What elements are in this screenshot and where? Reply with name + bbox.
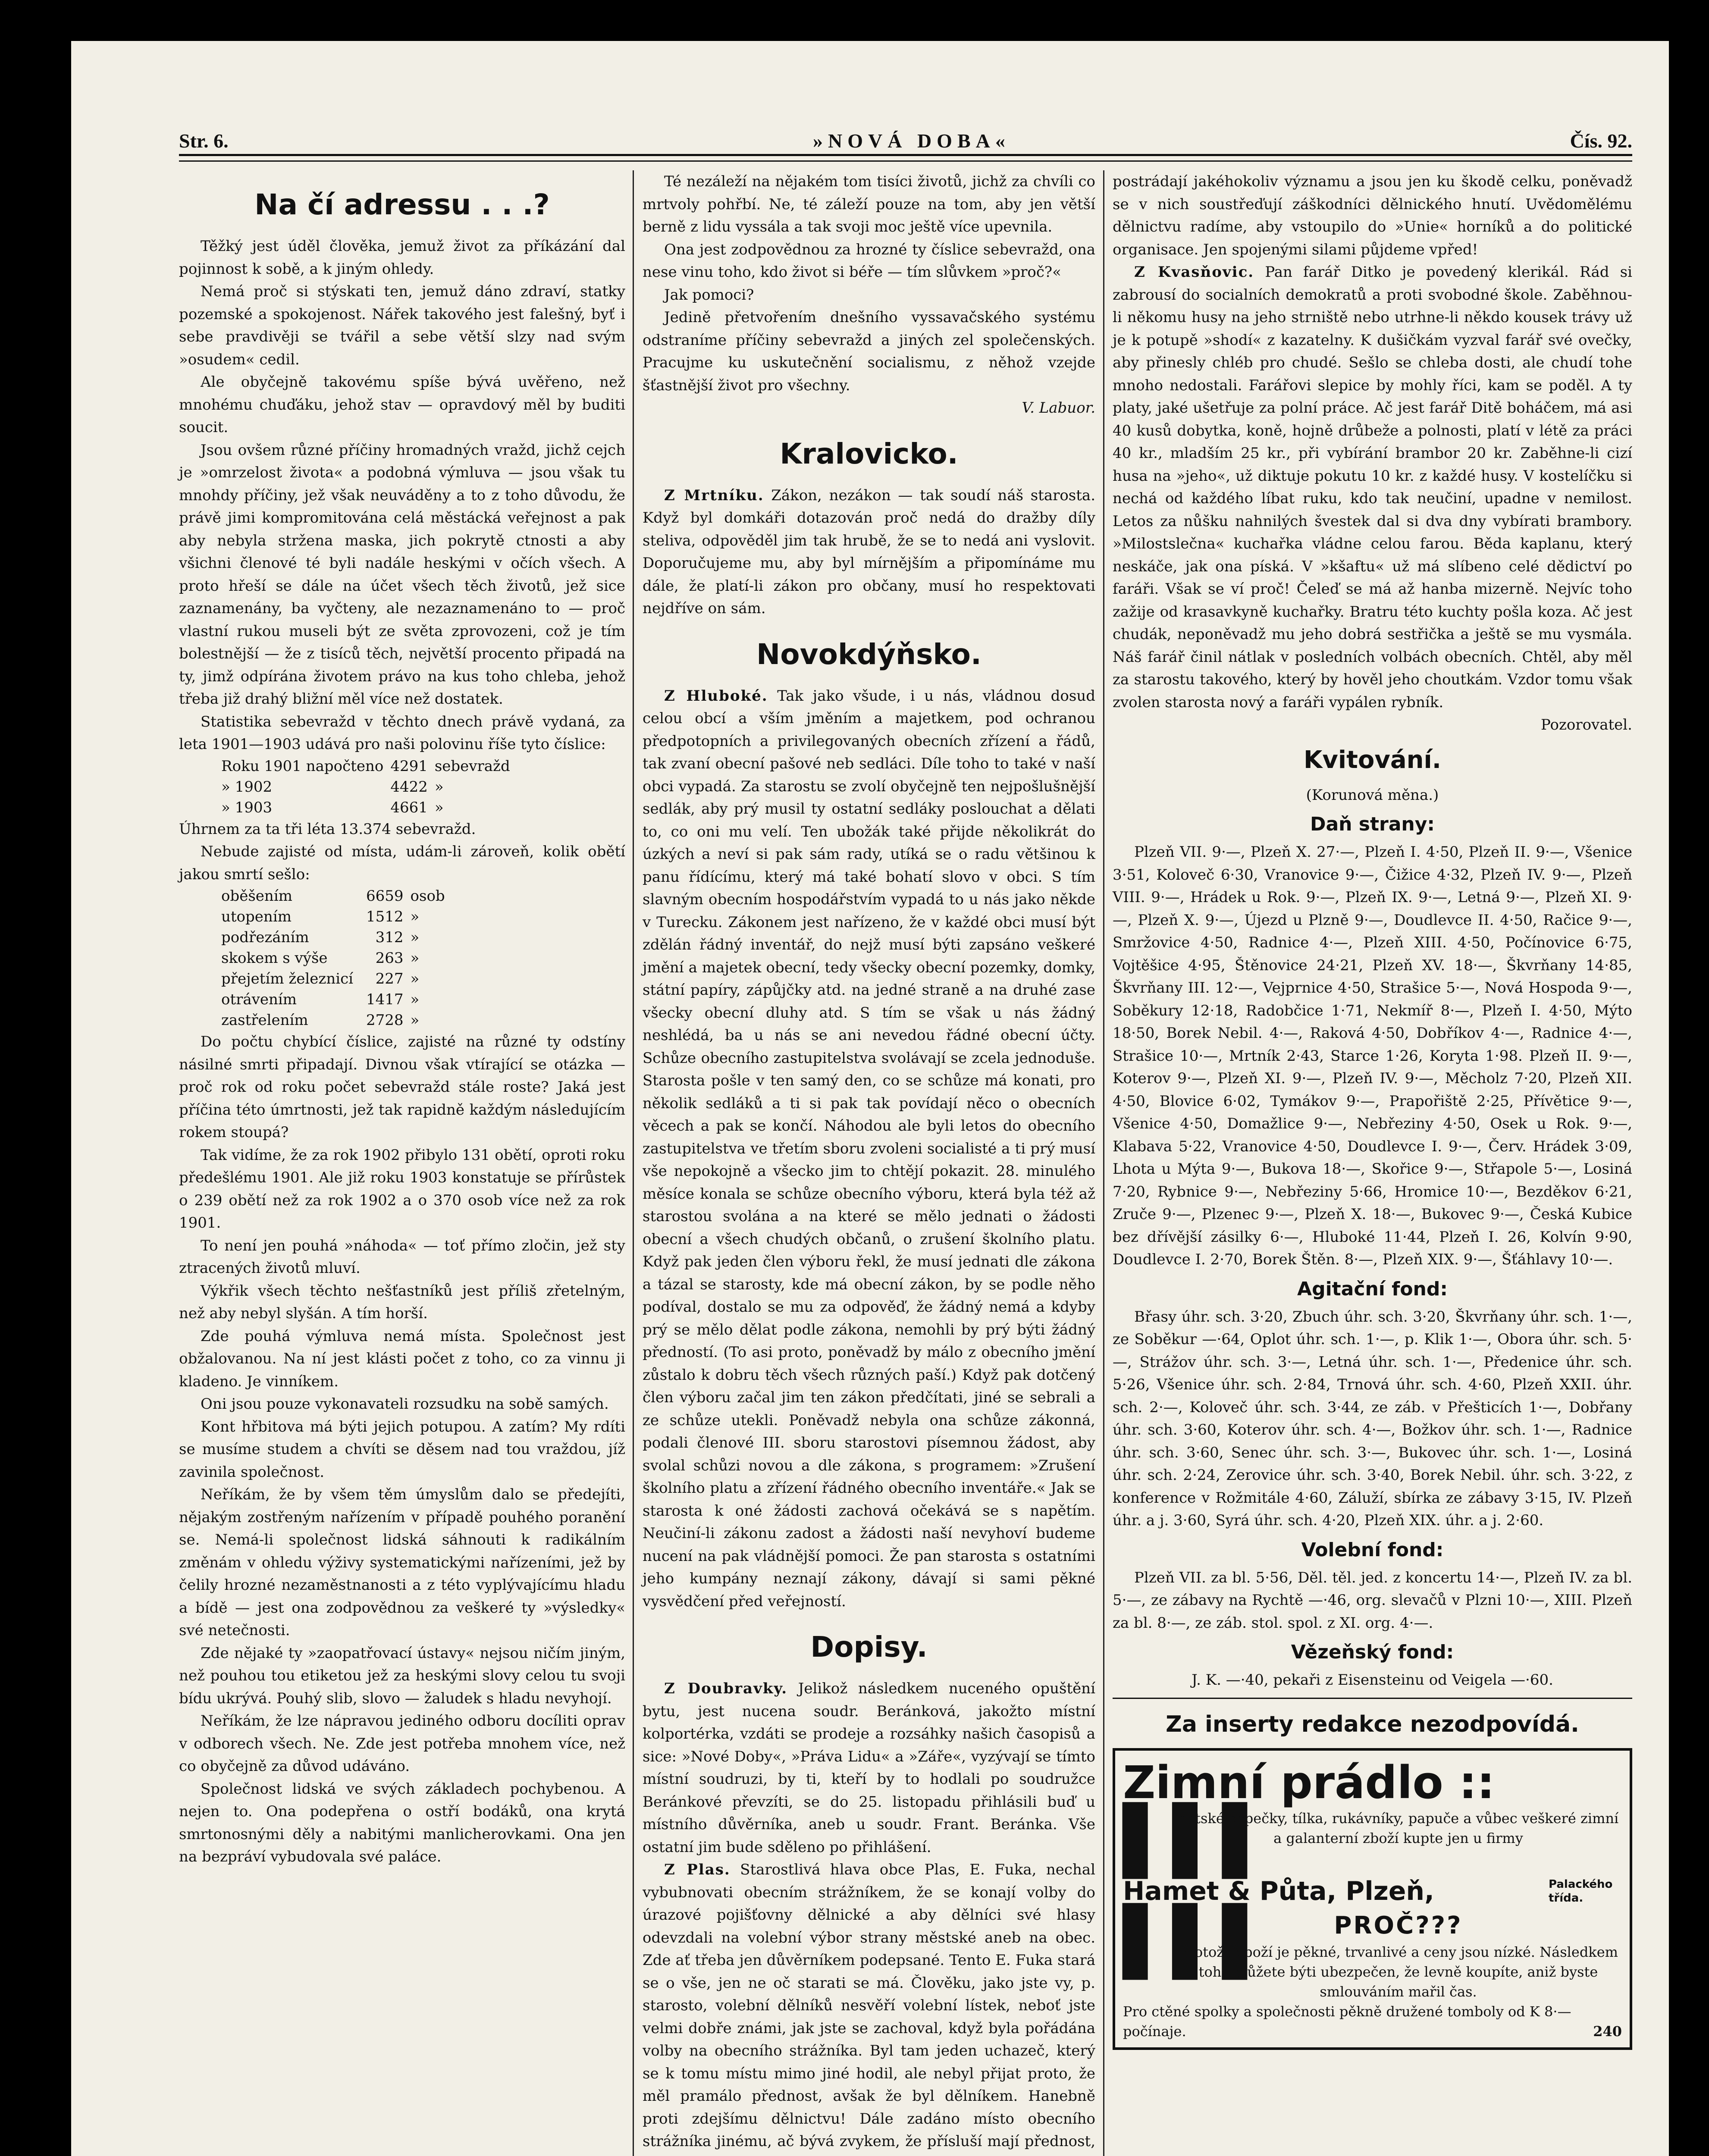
ad-number: 240 <box>1593 2023 1622 2040</box>
table-row: zastřelením 2728 » <box>221 1012 420 1029</box>
stats-total: Úhrnem za ta tři léta 13.374 sebevražd. <box>179 820 476 838</box>
column-divider <box>633 170 634 2156</box>
disclaimer-notice: Za inserty redakce nezodpovídá. <box>1166 1711 1579 1737</box>
ad-text: Pro ctěné spolky a společnosti pěkně družené tomboly od K 8·— počínaje. 240 <box>1123 2002 1622 2041</box>
page-header <box>179 129 1632 155</box>
paragraph: Výkřik všech těchto nešťastníků jest příliš zřetelným, než aby nebyl slyšán. A tím horší. <box>179 1282 625 1322</box>
paragraph: Těžký jest úděl člověka, jemuž život za příkázání dal pojinnost k sobě, a k jiným ohledy. <box>179 238 625 278</box>
ad-text: dětské čepečky, tílka, rukávníky, papuče a vůbec veškeré zimní a galanterní zboží kupte jen u firmy <box>1178 1810 1619 1846</box>
paragraph: Neříkám, že by všem těm úmyslům dalo se předejíti, nějakým zostřeným nařízením v případě pouhého poranění se. Nemá-li společnost lidská sáhnouti k radikálním změnám v ohledu výživy systematickými nařízeními, jež by čelily hrozné nezaměstnanosti a z této vyplývajícímu hladu a bídě — jest ona zodpovědnou za veškeré ty »výsledky« své netečnosti. <box>179 1486 625 1639</box>
paragraph: Jedině přetvořením dnešního vyssavačského systému odstraníme příčiny sebevražd a jiných zel společenských. Pracujme ku uskutečnění socialismu, z něhož vzejde šťastnější život pro všechny. <box>643 309 1095 394</box>
fund-list: Břasy úhr. sch. 3·20, Zbuch úhr. sch. 3·20, Škvrňany úhr. sch. 1·—, ze Soběkur —·64, Oplot úhr. sch. 1·—, p. Klik 1·—, Obora úhr. sch. 5·—, Strážov úhr. sch. 3·—, Letná úhr. sch. 1·—, Předenice úhr. sch. 5·26, Všenice úhr. sch. 2·84, Trnová úhr. sch. 4·60, Plzeň XXII. úhr. sch. 2·—, Koloveč úhr. sch. 3·44, ze záb. v Přešticích 1·—, Dobřany úhr. sch. 3·60, Koterov úhr. sch. 4·—, Božkov úhr. sch. 1·—, Radnice úhr. sch. 3·60, Senec úhr. sch. 3·—, Bukovec úhr. sch. 1·—, Losiná úhr. sch. 2·24, Zerovice úhr. sch. 3·40, Borek Nebil. úhr. sch. 3·22, z konference v Rožmitále 4·60, Záluží, sbírka ze zábavy 3·15, IV. Plzeň úhr. a j. 3·60, Syrá úhr. sch. 4·20, Plzeň XIX. úhr. a j. 2·60. <box>1113 1308 1632 1529</box>
table-row: skokem s výše 263 » <box>221 950 420 967</box>
paragraph: Do počtu chybící číslice, zajisté na různé ty odstíny násilné smrti připadají. Divnou však vtírající se otázka — proč rok od roku počet sebevražd stále roste? Jaká jest příčina této úmrtnosti, jež tak rapidně každým následujícím rokem stoupá? <box>179 1033 625 1141</box>
advertisement <box>1113 1748 1632 2050</box>
table-row: » 1903 4661 » <box>221 799 444 816</box>
ad-street: Palackého třída. <box>1549 1877 1613 1905</box>
paragraph: Ona jest zodpovědnou za hrozné ty číslice sebevražd, ona nese vinu toho, kdo život si béře — tím slůvkem »proč?« <box>643 241 1095 281</box>
yearly-stats-table <box>218 756 514 818</box>
fund-title: Vězeňský fond: <box>1291 1641 1454 1663</box>
paragraph: Jak pomoci? <box>664 286 754 304</box>
section-title-novokdynsko: Novokdýňsko. <box>756 637 981 671</box>
paragraph: postrádají jakéhokoliv významu a jsou jen ku škodě celku, poněvadž se v nich soustřeďují záškodníci dělnického hnutí. Uvědomělému dělnictvu radíme, aby vstoupilo do »Unie« horníků a do politické organisace. Jen spojenými silami půjdeme vpřed! <box>1113 173 1632 258</box>
news-item: Z Plas. Starostlivá hlava obce Plas, E. Fuka, nechal vybubnovati obecním strážníkem, že se konají volby do úrazové pojišťovny dělnické a aby dělníci své hlasy odevzdali na volební výbor strany městské aneb na obec. Zde ať třeba jen důvěrníkem podepsané. Tento E. Fuka stará se o vše, jen ne oč starati se má. Člověku, jako jste vy, p. starosto, volební dělníků nesvěří volební lístek, neboť jste velmi dobře známi, jak jste se zachoval, když byla pořádána volby na obecního strážníka. Byl tam jeden uchazeč, který se k tomu místu mimo jiné hodil, ale nebyl přijat proto, že měl pramálo přednost, avšak že byl dělníkem. Hanebně proti zdejšímu dělnictvu! Dále zadáno místo obecního strážníka jinému, ač bývá zvykem, že přísluší mají přednost, <box>643 1861 1095 2150</box>
paragraph: Zde nějaké ty »zaopatřovací ústavy« nejsou ničím jiným, než pouhou tou etiketou jež za heskými slovy celou tu svoji bídu ukrývá. Pouhý slib, slovo — žaludek s hladu nevyhojí. <box>179 1644 625 1707</box>
masthead-title: »NOVÁ DOBA« <box>813 130 1010 152</box>
header-rule <box>179 154 1632 162</box>
column-divider <box>1103 170 1104 2156</box>
column-2 <box>643 170 1095 2156</box>
paragraph: Jsou ovšem různé příčiny hromadných vražd, jichž cejch je »omrzelost života« a podobná výmluva — jsou však tu mnohdy příčiny, jež však neuváděny a to z toho důvodu, že právě jimi kompromitována celá městácká veřejnost a pak aby nebyla stržena maska, jich pokrytě ctnosti a aby všichni členové té byli nadále heskými v očích všech. A proto hřeší se dále na účet všech těch životů, jež sice zaznamenány, ba vyčteny, ale nezaznamenáno to — proč vlastní rukou museli být ze světa zprovozeni, což je tím bolestnější — že z tisíců těch, největší procento připadá na ty, jimž odpírána životem právo na kus toho chleba, jehož třeba již drahý bližní měl více než dostatek. <box>179 441 625 708</box>
fund-title: Volební fond: <box>1301 1539 1444 1561</box>
article-title: Na čí adressu . . .? <box>254 188 550 221</box>
fund-list: Plzeň VII. za bl. 5·56, Děl. těl. jed. z koncertu 14·—, Plzeň IV. za bl. 5·—, ze zábavy na Rychtě —·46, org. slevačů v Plzni 10·—, XIII. Plzeň za bl. 8·—, ze záb. stol. spol. z XI. org. 4·—. <box>1113 1569 1632 1632</box>
fund-list: Plzeň VII. 9·—, Plzeň X. 27·—, Plzeň I. 4·50, Plzeň II. 9·—, Všenice 3·51, Koloveč 6·30, Vranovice 9·—, Čižice 4·32, Plzeň IV. 9·—, Plzeň VIII. 9·—, Hrádek u Rok. 9·—, Plzeň IX. 9·—, Letná 9·—, Plzeň XI. 9·—, Plzeň X. 9·—, Újezd u Plzně 9·—, Doudlevce II. 4·50, Račice 9·—, Smržovice 4·50, Radnice 4·—, Plzeň XIII. 4·50, Počínovice 6·75, Vojtěšice 4·95, Štěnovice 24·21, Plzeň XV. 18·—, Škvrňany 14·85, Škvrňany III. 12·—, Vejprnice 4·50, Strašice 5·—, Nová Hospoda 9·—, Soběkury 12·18, Radobčice 1·71, Nekmíř 8·—, Plzeň I. 4·50, Mýto 18·50, Borek Nebil. 4·—, Raková 4·50, Dobříkov 4·—, Radnice 4·—, Strašice 10·—, Mrtník 2·43, Starce 1·26, Koryta 1·98. Plzeň II. 9·—, Koterov 9·—, Plzeň XI. 9·—, Plzeň IV. 9·—, Měcholz 7·20, Plzeň XII. 4·50, Blovice 6·02, Tymákov 9·—, Prapořiště 2·25, Přívětice 9·—, Všenice 4·50, Domažlice 9·—, Nebřeziny 4·50, Osek u Rok. 9·—, Klabava 5·22, Vranovice 4·50, Doudlevce I. 9·—, Červ. Hrádek 3·09, Lhota u Mýta 9·—, Bukova 18·—, Skořice 9·—, Střapole 5·—, Losiná 7·20, Rybnice 9·—, Nebřeziny 5·66, Hromice 10·—, Bezděkov 6·21, Zruče 9·—, Plzenec 9·—, Plzeň X. 18·—, Bukovec 9·—, Česká Kubice bez dřívější zásilky 6·—, Hluboké 11·44, Plzeň I. 26, Kolvín 9·90, Doudlevce I. 2·70, Borek Štěn. 8·—, Plzeň XIX. 9·—, Šťáhlavy 10·—. <box>1113 843 1632 1268</box>
news-item: Z Hluboké. Tak jako všude, i u nás, vládnou dosud celou obcí a vším jměním a majetkem, pod ochranou předpotopních a privilegovaných obecních zřízení a řádů, tak zvaní obecní pašové neb sedláci. Díle toho to také v naší obci vypadá. Za starostu se zvolí obyčejně ten nejpošlušnější sedlák, aby prý musil ty ostatní sedláky poslouchat a dělati to, co oni mu velí. Ten ubožák také přijde několikrát do úzkých a neví si pak sám rady, utíká se o radu většinou k panu řídícímu, který má také bohatí slovo v obci. S tím slavným obecním hospodářstvím vypadá to u nás jako někde v Turecku. Zákonem jest nařízeno, že v každé obci musí být zdělán řádný inventář, do nejž musí býti zapsáno veškeré jmění a majetek obecní, tedy všecky obecní pozemky, domky, státní papíry, zápůjčky atd. na jedné straně a na druhé zase všecky obecní dluhy atd. S tím se však u nás žádný neshlédá, ba u nás se ani nevedou řádné obecní účty. Schůze obecního zastupitelstva svolávají se zcela jednoduše. Starosta pošle v ten samý den, co se schůze má konati, pro několik sedláků a ti si pak tak povídají něco o obecních věcech a pak se končí. Náhodou ale byli letos do obecního zastupitelstva ve třetím sboru zvoleni socialisté a ti prý musí vše nepokojně a všecko jim to chtějí pokazit. 28. minulého měsíce konala se schůze obecního výboru, která byla též až starostou svolána a na které se mělo jednati o žádosti obecní a všech chudých občanů, o zrušení školního platu. Když pak jeden člen výboru řekl, že musí jednati dle zákona a tázal se starosty, kde má obecní zákon, by se podle něho podíval, dostalo se mu za odpověď, že žádný nemá a kdyby prý se mělo dělat podle zákona, nemohli by prý býti žádný předností. (To asi proto, poněvadž by málo z obecního jmění zůstalo k dobru těch všech různých paší.) Když pak dotčený člen výboru začal jim ten zákon předčítati, jiné se sebrali a ze schůze utekli. Poněvadž nebyla ona schůze zákonná, podali členové III. sboru starostovi písemnou žádost, aby svolal schůzi novou a dle zákona, s programem: »Zrušení školního platu a zřízení řádného obecního inventáře.« Jak se starosta k oné žádosti zachová očekává se s napětím. Neučiní-li zákonu zadost a žádosti naší nevyhoví budeme nucení na pak vládnější pomoci. Že pan starosta s ostatními jeho kumpány neznají zákony, dávají si sami pěkné vysvědčení před veřejností. <box>643 687 1095 1610</box>
ad-text: Protože zboží je pěkné, trvanlivé a ceny jsou nízké. Následkem toho můžete býti ubezpečen, že levně koupíte, aniž byste smlouváním mařil čas. <box>1179 1943 1618 2000</box>
paragraph: Statistika sebevražd v těchto dnech právě vydaná, za leta 1901—1903 udává pro naši polovinu říše tyto číslice: <box>179 713 625 753</box>
author-signature: Pozorovatel. <box>1540 716 1632 733</box>
news-item: Z Mrtníku. Zákon, nezákon — tak soudí náš starosta. Když byl domkáři dotazován proč nedá do dražby díly steliva, odpověděl jim tak hrubě, že se to nedá ani vyslovit. Doporučujeme mu, aby byl mírnějším a připomínáme mu dále, že platí-li zákon pro občany, musí ho respektovati nejdříve on sám. <box>643 486 1095 617</box>
paragraph: Tak vidíme, že za rok 1902 přibylo 131 obětí, oproti roku předešlému 1901. Ale již roku 1903 konstatuje se přírůstek o 239 obětí než za rok 1902 a o 370 osob více než za rok 1901. <box>179 1146 625 1232</box>
section-title-dopisy: Dopisy. <box>810 1630 928 1664</box>
table-row: utopením 1512 » <box>221 908 420 925</box>
ad-body <box>1123 1904 1622 2002</box>
table-row: » 1902 4422 » <box>221 778 444 796</box>
paragraph: Oni jsou pouze vykonavateli rozsudku na sobě samých. <box>201 1395 609 1413</box>
table-row: Roku 1901 napočteno 4291 sebevražd <box>221 757 510 775</box>
divider <box>1113 1698 1632 1699</box>
newspaper-page <box>71 41 1669 2156</box>
page-number: Str. 6. <box>179 130 229 152</box>
ad-bars-ornament: ▌▌▌ <box>1123 1803 1273 1878</box>
news-item: Z Doubravky. Jelikož následkem nuceného opuštění bytu, jest nucena soudr. Beránková, jakožto místní kolportérka, vzdáti se prodeje a rozsáhky našich časopisů a sice: »Nové Doby«, »Práva Lidu« a »Záře«, vyzývají se tímto místní soudruzi, by ti, kteří by to hodlali po soudružce Beránkové převzíti, se do 25. listopadu přihlásili buď u místního důvěrníka, aneb u soudr. Frant. Beránka. Vše ostatní jim bude sděleno po přihlášení. <box>643 1680 1096 1856</box>
paragraph: Nebude zajisté od místa, udám-li zároveň, kolik obětí jakou smrtí sešlo: <box>179 843 625 883</box>
ad-title: Zimní prádlo :: <box>1123 1756 1495 1809</box>
dateline: Z Kvasňovic. <box>1134 263 1254 281</box>
fund-list: J. K. —·40, pekaři z Eisensteinu od Veigela —·60. <box>1192 1671 1553 1689</box>
dateline: Z Plas. <box>664 1861 731 1878</box>
column-1 <box>179 170 625 1868</box>
table-row: oběšením 6659 osob <box>221 887 445 905</box>
table-row: otrávením 1417 » <box>221 991 420 1008</box>
paragraph: Nemá proč si stýskati ten, jemuž dáno zdraví, statky pozemské a spokojenost. Nářek takového jest falešný, byť i sebe pravdivěji se tvářil a sebe větší slzy nad svým »osudem« cedil. <box>179 283 625 368</box>
fund-title: Agitační fond: <box>1297 1278 1448 1300</box>
section-title-kralovicko: Kralovicko. <box>780 437 958 470</box>
dateline: Z Doubravky. <box>664 1680 788 1697</box>
dateline: Z Hluboké. <box>664 687 768 705</box>
paragraph: Ale obyčejně takovému spíše bývá uvěřeno, než mnohému chuďáku, jehož stav — opravdový měl by buditi soucit. <box>179 373 625 436</box>
ad-proc: PROČ??? <box>1334 1911 1463 1940</box>
paragraph: Neříkám, že lze nápravou jediného odboru docíliti oprav v odborech všech. Ne. Zde jest potřeba mnohem více, než co obyčejně za důvod udáváno. <box>179 1712 625 1775</box>
death-methods-table <box>218 886 448 1031</box>
fund-title: Daň strany: <box>1310 813 1435 835</box>
table-row: podřezáním 312 » <box>221 929 420 946</box>
section-title-kvitovani: Kvitování. <box>1304 746 1441 774</box>
table-row: přejetím železnicí 227 » <box>221 970 420 987</box>
dateline: Z Mrtníku. <box>664 486 764 504</box>
column-3 <box>1113 170 1632 2050</box>
ad-text <box>1175 1909 1622 2002</box>
ad-bars-ornament: ▌▌▌ <box>1123 1904 1273 1979</box>
paragraph: To není jen pouhá »náhoda« — toť přímo zločin, jež sty ztracených životů mluví. <box>179 1237 625 1277</box>
paragraph: Kont hřbitova má býti jejich potupou. A zatím? My rdíti se musíme studem a chvíti se děsem nad tou vraždou, jíž zavinila společnost. <box>179 1418 625 1481</box>
news-item: Z Kvasňovic. Pan farář Ditko je povedený klerikál. Rád si zabrousí do socialních demokratů a proti svobodné škole. Zaběhnou-li někomu husy na jeho strniště nebo utrhne-li někdo kousek trávy už je k potupě »shodí« z kazatelny. K dušičkám vyzval farář své ovečky, aby přinesly chléb pro chudé. Sešlo se chleba dosti, ale chudí tohe mnoho nedostali. Farářovi slepice by mohly říci, kam se poděl. A ty platy, jaké ušetřuje za polní práce. Ač jest farář Ditě boháčem, má asi 40 kusů dobytka, koně, hojně drůbeže a polnosti, platí v létě za práci 40 kr., mladším 25 kr., při vybírání brambor 20 kr. Zaběhne-li cizí husa na »jeho«, už diktuje pokutu 10 kr. z každé husy. V kostelíčku si nechá od každého líbat ruku, kdo tak neučiní, upadne v nemilost. Letos za nůšku nahnilých švestek dal si dva dny vybírati brambory. »Milostslečna« kuchařka vládne celou farou. Běda kaplanu, který neskáče, jak ona píská. V »kšaftu« už má slíbeno celé dědictví po faráři. Však se ví proč! Čeleď se má až hanba mizerně. Nejvíc toho zažije od krasavkyně kuchařky. Bratru této kuchty pošla koza. Ač jest chudák, neponěvadž mu jeho dobrá sestřička a ještě se mu vysmála. Náš farář činil nátlak v posledních volbách obecních. Chtěl, aby měl za starostu takového, který by hověl jeho choutkám. Vzdor tomu však zvolen starosta nový a faráři vypálen rybník. <box>1113 263 1632 711</box>
paragraph: Té nezáleží na nějakém tom tisíci životů, jichž za chvíli co mrtvoly pohřbí. Ne, té záleží pouze na tom, aby jen větší berně z lidu vyssála a tak svoji moc ještě více upevnila. <box>643 173 1095 235</box>
currency-note: (Korunová měna.) <box>1306 786 1439 804</box>
ad-firm-name: Hamet & Půta, Plzeň, <box>1123 1876 1434 1906</box>
ad-body <box>1123 1803 1622 1878</box>
issue-number: Čís. 92. <box>1570 130 1632 152</box>
paragraph: Zde pouhá výmluva nemá místa. Společnost jest obžalovanou. Na ní jest klásti počet z toho, co za vinnu ji kladeno. Je vinníkem. <box>179 1327 625 1390</box>
author-signature: V. Labuor. <box>1022 399 1095 417</box>
paragraph: Společnost lidská ve svých základech pochybenou. A nejen to. Ona podepřena o ostří bodáků, ona krytá smrtonosnými děly a nabitými manlicherovkami. Ona jen na bezpráví vybudovala své paláce. <box>179 1780 625 1865</box>
ad-firm-row <box>1123 1873 1622 1909</box>
